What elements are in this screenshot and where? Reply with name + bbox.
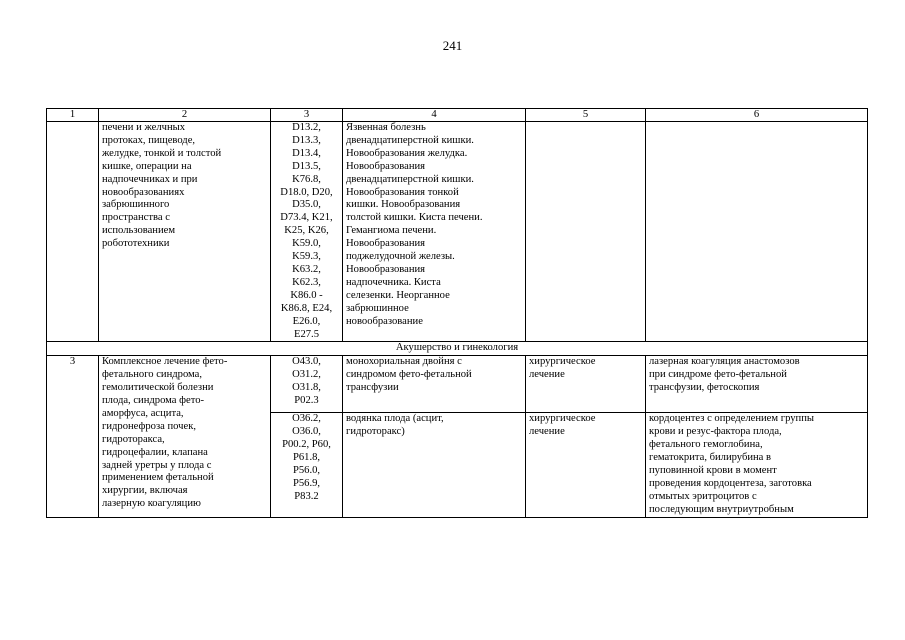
method-cell: лазерная коагуляция анастомозов при синдроме фето-фетальной трансфузии, фетоскопия [646, 356, 868, 413]
header-col-6: 6 [646, 109, 868, 122]
header-col-4: 4 [343, 109, 526, 122]
diagnosis-cell: монохориальная двойня с синдромом фето-фетальной трансфузии [343, 356, 526, 413]
method-cell: кордоцентез с определением группы крови и резус-фактора плода, фетального гемоглобина, гематокрита, билирубина в пуповинной крови в момент проведения кордоцентеза, заготовка отмытых эритроцитов с последующим внутриутробным [646, 413, 868, 517]
header-col-3: 3 [271, 109, 343, 122]
table-row-3a [47, 356, 868, 413]
section-row [47, 342, 868, 356]
icd-codes-cell: O36.2, O36.0, P00.2, P60, P61.8, P56.0, P56.9, P83.2 [271, 413, 343, 517]
treatment-type-cell [526, 122, 646, 342]
icd-codes-cell: D13.2, D13.3, D13.4, D13.5, K76.8, D18.0, D20, D35.0, D73.4, K21, K25, K26, K59.0, K59.3, K63.2, K62.3, K86.0 - K86.8, E24, E26.0, E27.5 [271, 122, 343, 342]
table-row-continued [47, 122, 868, 342]
icd-codes-cell: O43.0, O31.2, O31.8, P02.3 [271, 356, 343, 413]
medical-care-table [46, 108, 868, 518]
header-col-5: 5 [526, 109, 646, 122]
method-cell [646, 122, 868, 342]
row-number-cell [47, 122, 99, 342]
section-title: Акушерство и гинекология [47, 342, 868, 356]
header-col-2: 2 [99, 109, 271, 122]
treatment-type-cell: хирургическое лечение [526, 413, 646, 517]
page-number: 241 [442, 38, 463, 53]
header-row [47, 109, 868, 122]
procedure-name-cell: печени и желчных протоках, пищеводе, желудке, тонкой и толстой кишке, операции на надпочечниках и при новообразованиях забрюшинного пространства с использованием робототехники [99, 122, 271, 342]
diagnosis-cell: водянка плода (асцит, гидроторакс) [343, 413, 526, 517]
treatment-type-cell: хирургическое лечение [526, 356, 646, 413]
row-number-cell: 3 [47, 356, 99, 517]
procedure-name-cell: Комплексное лечение фето- фетального синдрома, гемолитической болезни плода, синдрома фето- аморфуса, асцита, гидронефроза почек, гидроторакса, гидроцефалии, клапана задней уретры у плода с применением фетальной хирургии, включая лазерную коагуляцию [99, 356, 271, 517]
header-col-1: 1 [47, 109, 99, 122]
diagnosis-cell: Язвенная болезнь двенадцатиперстной кишки. Новообразования желудка. Новообразования двенадцатиперстной кишки. Новообразования тонкой кишки. Новообразования толстой кишки. Киста печени. Гемангиома печени. Новообразования поджелудочной железы. Новообразования надпочечника. Киста селезенки. Неорганное забрюшинное новообразование [343, 122, 526, 342]
